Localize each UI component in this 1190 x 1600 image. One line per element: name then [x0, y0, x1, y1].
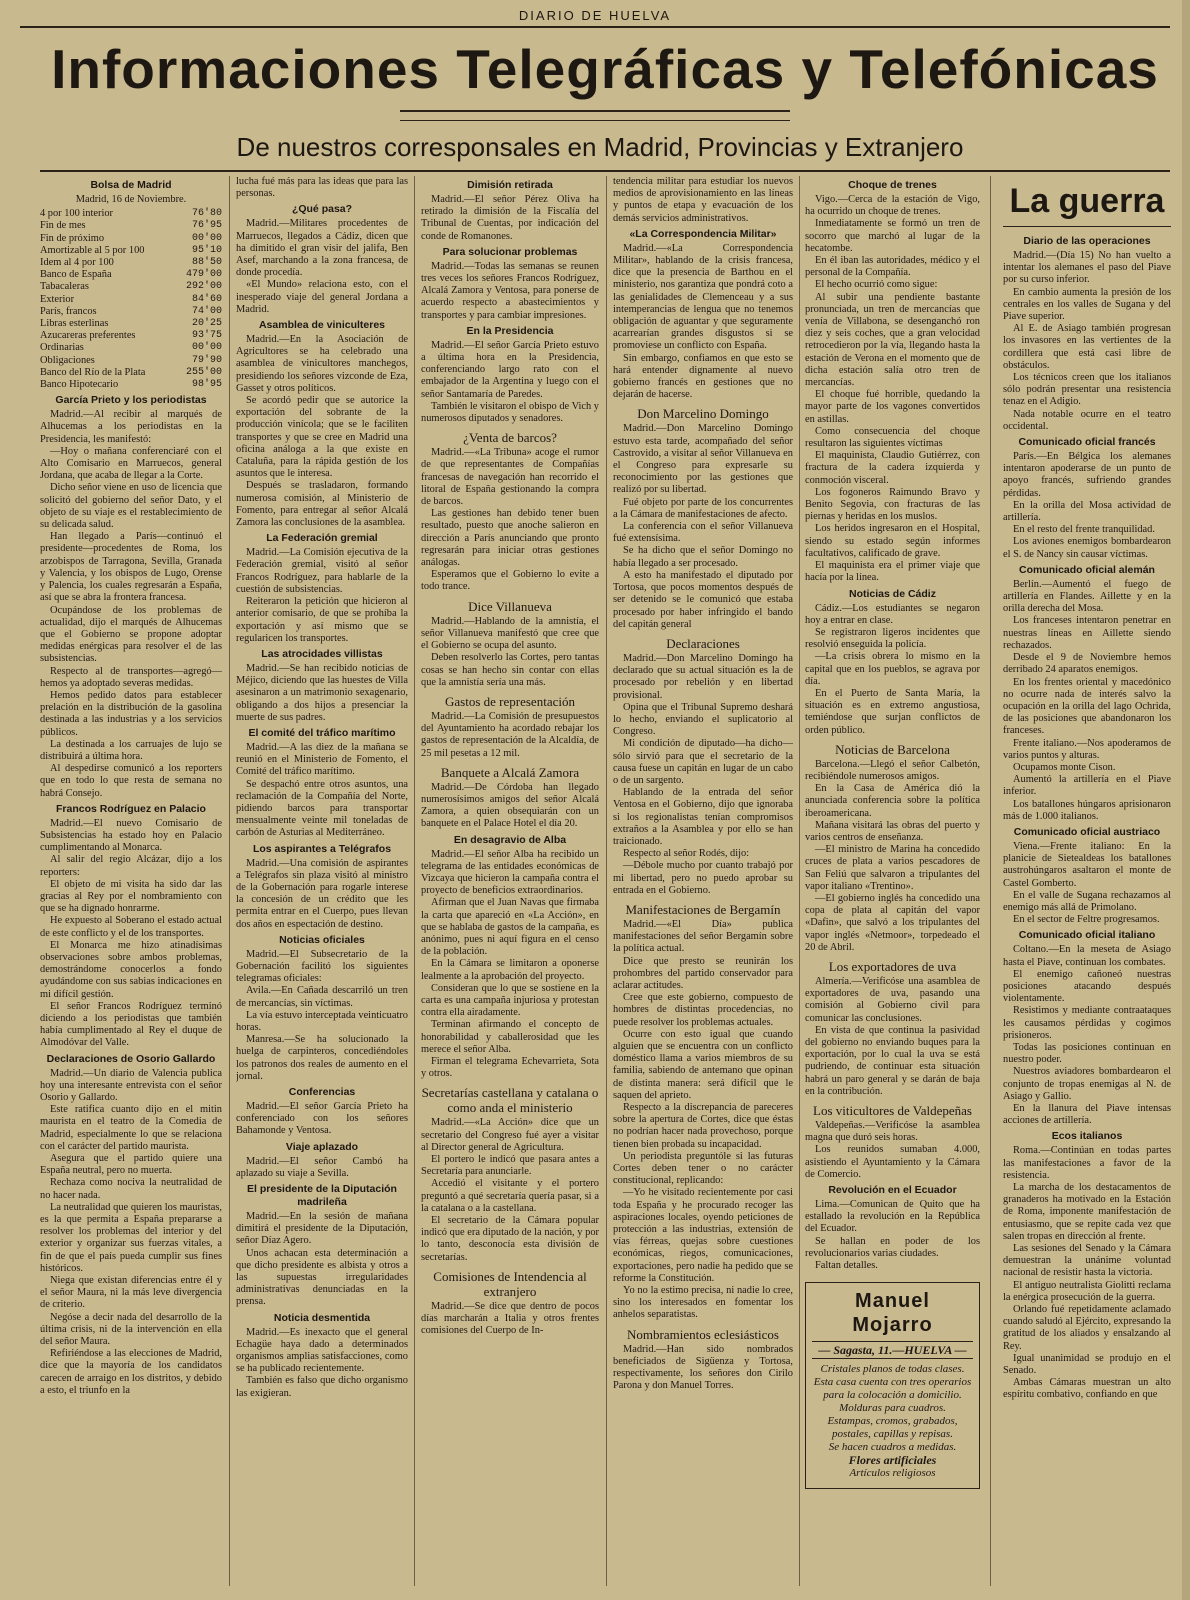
section-heading: Noticias oficiales — [279, 933, 365, 946]
paragraph: Lima.—Comunican de Quito que ha estallado la revolución en la República del Ecuador. — [805, 1199, 980, 1235]
paragraph: Madrid.—«La Correspondencia Militar», hablando de la crisis francesa, dice que la presencia de Barthou en el ministerio, nos garantiza que pondrá coto a las genialidades de Clemenceau y a sus intemperancias de lengua que no tenemos obligación de aguantar y que seguramente acarrearían grandes disgustos si se promoviese un conflicto con España. — [613, 242, 793, 352]
paragraph: Madrid.—Se han recibido noticias de Méjico, diciendo que las huestes de Villa asesinaron a un matrimonio sexagenario, obligando a dos hijos a presenciar la muerte de sus padres. — [236, 662, 408, 723]
paragraph: Los aviones enemigos bombardearon el S. de Nancy sin causar víctimas. — [1003, 536, 1171, 560]
paragraph: Madrid.—El nuevo Comisario de Subsistencias ha estado hoy en Palacio cumplimentando al Monarca. — [40, 817, 222, 854]
paragraph: He expuesto al Soberano el estado actual de este conflicto y el de los transportes. — [40, 915, 222, 939]
paragraph: Los batallones húngaros aprisionaron más de 1.000 italianos. — [1003, 798, 1171, 822]
section-heading: Manifestaciones de Bergamín — [625, 901, 781, 917]
paragraph: Orlando fué repetidamente aclamado cuando saludó al Ejército, expresando la gratitud de los aliados y ensalzando al Rey. — [1003, 1304, 1171, 1352]
paragraph: En el sector de Feltre progresamos. — [1013, 914, 1160, 926]
paragraph: El portero le indicó que pasara antes a Secretaría para anunciarle. — [421, 1154, 599, 1178]
paragraph: Refiriéndose a las elecciones de Madrid, dice que la mayoría de los candidatos carecen de arraigo en los distritos, y debido a esto, el triunfo en la — [40, 1348, 222, 1396]
section-heading: Declaraciones de Osorio Gallardo — [46, 1052, 216, 1065]
paragraph: Terminan afirmando el concepto de honorabilidad y caballerosidad que les merece el señor Alba. — [421, 1019, 599, 1055]
section-heading: Gastos de representación — [445, 693, 575, 709]
paragraph: Dice que presto se reunirán los prohombres del partido conservador para aclarar actitudes. — [613, 955, 793, 991]
paragraph: Al subir una pendiente bastante pronunciada, un tren de mercancías que venía de Villabona, se desenganchó ron diez y seis coches, que a gran velocidad retrocedieron por la vía, llegando hasta la estación de Verona en el momento que de dicha estación salía otro tren de mercancías. — [805, 291, 980, 389]
section-heading: Diario de las operaciones — [1023, 235, 1151, 247]
paragraph: Roma.—Continúan en todas partes las manifestaciones a favor de la resistencia. — [1003, 1145, 1171, 1181]
paragraph: —Yo he visitado recientemente por casi toda España y he procurado recoger las aspiraciones locales, oyendo peticiones de protección a las industrias, extensión de vías férreas, quejas sobre cuestiones económicas, riegos, comunicaciones, exportaciones, pero nadie ha pedido que se reforme la Constitución. — [613, 1187, 793, 1284]
running-head: DIARIO DE HUELVA — [518, 8, 672, 23]
paragraph: Madrid.—El señor García Prieto ha conferenciado con los señores Bahamonde y Ventosa. — [236, 1101, 408, 1137]
paragraph: La destinada a los carruajes de lujo se distribuirá a última hora. — [40, 738, 222, 762]
paragraph: Deben resolverlo las Cortes, pero tantas cosas se han hecho sin contar con ellas que la amnistía sería una más. — [421, 652, 599, 688]
paragraph: Inmediatamente se formó un tren de socorro que marchó al lugar de la hecatombe. — [805, 218, 980, 254]
paragraph: Faltan detalles. — [815, 1260, 878, 1272]
section-heading: Nombramientos eclesiásticos — [627, 1326, 779, 1342]
paragraph: Frente italiano.—Nos apoderamos de varios puntos y alturas. — [1003, 737, 1171, 761]
paragraph: La vía estuvo interceptada veinticuatro horas. — [236, 1009, 408, 1033]
column-divider — [799, 176, 800, 1586]
ad-line: Molduras para cuadros. — [839, 1402, 946, 1415]
paragraph: Ocurre con esto igual que cuando alguien que se encuentra con un conflicto doméstico llama a varios miembros de su familia, sabiendo de antemano que opinan de distinta manera: será difícil que le saquen del aprieto. — [613, 1028, 793, 1101]
section-heading: «La Correspondencia Militar» — [629, 227, 777, 240]
paragraph: Madrid.—Se dice que dentro de pocos días marcharán a Italia y otros frentes comisiones del Cuerpo de In- — [421, 1300, 599, 1337]
section-heading: Francos Rodríguez en Palacio — [56, 802, 206, 815]
paragraph: En los frentes oriental y macedónico no ocurre nada de interés salvo la ocupación en la orilla del lago Ochrida, de las posiciones que abandonaron los franceses. — [1003, 676, 1171, 737]
paragraph: Se ha dicho que el señor Domingo no había llegado a ser procesado. — [613, 545, 793, 569]
paragraph: En el Puerto de Santa María, la situación es en extremo angustiosa, temiéndose que surjan conflictos de orden público. — [805, 687, 980, 736]
paragraph: Unos achacan esta determinación a que dicho presidente es albista y otros a las supuestas irregularidades administrativas denunciadas en la prensa. — [236, 1247, 408, 1308]
quote-row: Banco Hipotecario 98'95 — [40, 379, 222, 391]
paragraph: París.—En Bélgica los alemanes intentaron apoderarse de un punto de apoyo francés, sufriendo grandes pérdidas. — [1003, 451, 1171, 499]
paragraph: Las gestiones han debido tener buen resultado, puesto que anoche salieron en dirección a París anunciando que pronto regresarán para iniciar otras gestiones análogas. — [421, 508, 599, 569]
paragraph: Respecto al señor Rodés, dijo: — [623, 848, 750, 860]
paragraph: Yo no la estimo precisa, ni nadie lo cree, sino los interesados en fomentar los anhelos separatistas. — [613, 1285, 793, 1321]
section-heading: Asamblea de viniculteres — [258, 319, 386, 332]
section-heading: Los exportadores de uva — [828, 958, 957, 974]
paragraph: Los franceses intentaron penetrar en nuestras líneas en Aillette siendo rechazados. — [1003, 615, 1171, 651]
paragraph: Opina que el Tribunal Supremo deshará lo hecho, enviando el suplicatorio al Congreso. — [613, 701, 793, 738]
paragraph: El Monarca me hizo atinadísimas observaciones sobre ambos problemas, demostrándome conocerlos a fondo ayudándome con sus sabias indicaciones en mi difícil gestión. — [40, 939, 222, 1000]
paragraph: Madrid.—Al recibir al marqués de Alhucemas a los periodistas en la Presidencia, les manifestó: — [40, 409, 222, 445]
section-heading: Noticias de Cádiz — [849, 587, 936, 600]
paragraph: Madrid.—Un diario de Valencia publica hoy una interesante entrevista con el señor Osorio y Gallardo. — [40, 1067, 222, 1104]
section-heading: El comité del tráfico marítimo — [248, 726, 396, 739]
column-3 — [421, 176, 599, 1588]
paragraph: Han llegado a París—continuó el presidente—procedentes de Roma, los arzobispos de Tarragona, Sevilla, Granada y Valencia, y los obispos de Lugo, Orense y Palencia, los cuales regresarán a España, así que se abra la frontera francesa. — [40, 531, 222, 604]
paragraph: El secretario de la Cámara popular indicó que era diputado de la nación, y por lo tanto, desconocía esta división de secretarías. — [421, 1215, 599, 1263]
paragraph: Los técnicos creen que los italianos sólo podrán presentar una resistencia tenaz en el Adigio. — [1003, 372, 1171, 408]
paragraph: Cree que este gobierno, compuesto de hombres de distintas procedencias, no puede resolver los problemas actuales. — [613, 992, 793, 1028]
paragraph: —El ministro de Marina ha concedido cruces de plata a varios pescadores de San Feliú que salvaron a tripulantes del vapor italiano «Trentino». — [805, 844, 980, 892]
paragraph: Mañana visitará las obras del puerto y varios centros de enseñanza. — [805, 819, 980, 843]
paragraph: Esperamos que el Gobierno lo evite a todo trance. — [421, 569, 599, 593]
section-heading: Don Marcelino Domingo — [637, 406, 769, 422]
paragraph: La neutralidad que quieren los mauristas, es la que permita a España prepararse a resolver los problemas del interior y del exterior y organizar sus fuerzas vitales, a fin de que el país pueda cumplir sus fines históricos. — [40, 1201, 222, 1274]
paragraph: Barcelona.—Llegó el señor Calbetón, recibiéndole numerosos amigos. — [805, 758, 980, 782]
paragraph: En la Cámara se limitaron a oponerse lealmente a la aprobación del proyecto. — [421, 958, 599, 982]
section-heading: Noticia desmentida — [273, 1311, 371, 1324]
section-heading: Declaraciones — [666, 635, 740, 651]
top-rule — [40, 170, 1170, 172]
column-6 — [1003, 176, 1171, 1588]
paragraph: En el resto del frente tranquilidad. — [1013, 524, 1155, 536]
paragraph: El maquinista era el primer viaje que hacía por la línea. — [805, 560, 980, 584]
paragraph: El antiguo neutralista Giolitti reclama la enérgica prosecución de la guerra. — [1003, 1279, 1171, 1303]
paragraph: Madrid.—Hablando de la amnistía, el señor Villanueva manifestó que cree que el Gobierno se ocupa del asunto. — [421, 615, 599, 652]
quote-row: 4 por 100 interior 76'80 — [40, 208, 222, 220]
column-4 — [613, 176, 793, 1588]
paragraph: El choque fué horrible, quedando la mayor parte de los vagones convertidos en astillas. — [805, 389, 980, 425]
ad-line: Cristales planos de todas clases. — [820, 1363, 965, 1376]
paragraph: Al salir del regio Alcázar, dijo a los reporters: — [40, 854, 222, 878]
paragraph: Madrid.—De Córdoba han llegado numerosísimos amigos del señor Alcalá Zamora, a quien obsequiarán con un banquete en el Palace Hotel el día 20. — [421, 781, 599, 830]
paragraph: Madrid.—La Comisión ejecutiva de la Federación gremial, visitó al señor Francos Rodríguez, para hablarle de la cuestión de subsistencias. — [236, 547, 408, 595]
paragraph: Ocupándose de los problemas de actualidad, dijo el marqués de Alhucemas que el Gobierno se propone adoptar medidas enérgicas para resolver el de las subsistencias. — [40, 604, 222, 665]
section-heading: Comunicado oficial italiano — [1018, 929, 1156, 942]
paragraph: Vigo.—Cerca de la estación de Vigo, ha ocurrido un choque de trenes. — [805, 194, 980, 218]
paragraph: Fué objeto por parte de los concurrentes a la Cámara de manifestaciones de afecto. — [613, 496, 793, 520]
quote-row: Idem al 4 por 100 88'50 — [40, 257, 222, 269]
advertisement — [805, 1282, 980, 1489]
paragraph: Madrid.—El señor Alba ha recibido un telegrama de las entidades económicas de Vizcaya que hicieron la campaña contra el proyecto de beneficios extraordinarios. — [421, 848, 599, 897]
paragraph: Berlín.—Aumentó el fuego de artillería en Flandes. Aillette y en la orilla derecha del Mosa. — [1003, 578, 1171, 615]
paragraph: En cambio aumenta la presión de los centrales en los valles de Sugana y del Piave superior. — [1003, 286, 1171, 323]
section-heading: La Federación gremial — [266, 532, 378, 545]
quote-row: Banco del Río de la Plata 255'00 — [40, 366, 222, 378]
ad-line: Artículos religiosos — [849, 1467, 936, 1480]
paragraph: Madrid.—Han sido nombrados beneficiados de Sigüenza y Tortosa, respectivamente, los señores don Cirilo Parona y don Manuel Torres. — [613, 1343, 793, 1392]
paragraph: Reiteraron la petición que hicieron al anterior comisario, de que se prohíba la exportación y así mismo que se regularicen los transportes. — [236, 596, 408, 644]
paragraph: Madrid.—Una comisión de aspirantes a Telégrafos sin plaza visitó al ministro de la Gobernación para rogarle interese la concesión de un crédito que les permita entrar en el Cuerpo, pues llevan dos años en espectación de destino. — [236, 857, 408, 930]
paragraph: Los fogoneros Raimundo Bravo y Benito Segovia, con fracturas de las piernas y heridas en los muslos. — [805, 486, 980, 523]
paragraph: Se despachó entre otros asuntos, una reclamación de la Compañía del Norte, pidiendo barcos para transportar mensualmente veinte mil toneladas de carbón de Asturias al Mediterráneo. — [236, 778, 408, 839]
paragraph: La conferencia con el señor Villanueva fué extensísima. — [613, 521, 793, 545]
paragraph: Igual unanimidad se produjo en el Senado. — [1003, 1352, 1171, 1377]
column-1 — [40, 176, 222, 1588]
paragraph: Afirman que el Juan Navas que firmaba la carta que apareció en «La Acción», en que se hablaba de gastos de la campaña, es anónimo, pues ni aquí figura en el censo de la población. — [421, 897, 599, 958]
paragraph: Madrid.—Todas las semanas se reunen tres veces los señores Francos Rodríguez, Alcalá Zamora y Ventosa, para ponerse de acuerdo respecto a abastecimientos y transportes y para cambiar impresiones. — [421, 260, 599, 321]
paragraph: En él iban las autoridades, médico y el personal de la Compañía. — [805, 255, 980, 279]
quote-row: Amortizable al 5 por 100 95'10 — [40, 244, 222, 256]
ad-line: Estampas, cromos, grabados, postales, capillas y repisas. — [827, 1415, 958, 1441]
paragraph: Nuestros aviadores bombardearon el conjunto de tropas enemigas al N. de Asiago y Gallio. — [1003, 1066, 1171, 1102]
section-heading: ¿Qué pasa? — [291, 203, 353, 216]
section-heading: Bolsa de Madrid — [90, 179, 172, 191]
section-heading: En la Presidencia — [466, 324, 554, 337]
paragraph: Se registraron ligeros incidentes que resolvió enseguida la policía. — [805, 626, 980, 651]
paragraph: También le visitaron el obispo de Vich y numerosos diputados y senadores. — [421, 400, 599, 425]
paragraph: Este ratifica cuanto dijo en el mitin maurista en el teatro de la Comedia de Madrid, especialmente lo que se relaciona con el carácter del partido maurista. — [40, 1104, 222, 1152]
column-divider — [990, 176, 991, 1586]
ad-line: Esta casa cuenta con tres operarios para la colocación a domicilio. — [813, 1376, 972, 1402]
paragraph: Ambas Cámaras muestran un alto espíritu combativo, confiando en que — [1003, 1377, 1171, 1401]
quote-row: Fin de próximo 00'00 — [40, 232, 222, 244]
paragraph: Al E. de Asiago también progresan los invasores en las vertientes de la cordillera que está casi libre de obstáculos. — [1003, 323, 1171, 371]
paragraph: Consideran que lo que se sostiene en la carta es una campaña injuriosa y protestan contra ella airadamente. — [421, 982, 599, 1019]
paragraph: El maquinista, Claudio Gutiérrez, con fractura de la cadera izquierda y conmoción visceral. — [805, 450, 980, 486]
paragraph: Manresa.—Se ha solucionado la huelga de carpinteros, concediéndoles los patronos dos reales de aumento en el jornal. — [236, 1034, 408, 1082]
section-heading: Los aspirantes a Telégrafos — [252, 842, 392, 855]
masthead: Informaciones Telegráficas y Telefónicas — [51, 38, 1159, 100]
paragraph: Las sesiones del Senado y la Cámara demuestran la unánime voluntad nacional de resistir hasta la victoria. — [1003, 1243, 1171, 1279]
quote-row: París, francos 74'00 — [40, 305, 222, 317]
paragraph: Resistimos y mediante contraataques les causamos pérdidas y cogimos prisioneros. — [1003, 1005, 1171, 1041]
paragraph: Madrid.—Don Marcelino Domingo ha declarado que su actual situación es la de procesado por rebelión y en libertad provisional. — [613, 652, 793, 701]
section-heading: Comunicado oficial alemán — [1019, 563, 1155, 576]
paragraph: tendencia militar para estudiar los nuevos medios de aprovisionamiento en las líneas y puntos de etapa y evacuación de los demás servicios administrativos. — [613, 176, 793, 224]
paragraph: También es falso que dicho organismo las exigieran. — [236, 1375, 408, 1399]
column-5 — [805, 176, 980, 1588]
section-heading: Choque de trenes — [848, 179, 937, 191]
paragraph: Rechaza como nociva la neutralidad de no hacer nada. — [40, 1177, 222, 1201]
paragraph: Niega que existan diferencias entre él y el señor Maura, ni la más leve divergencia de criterio. — [40, 1275, 222, 1311]
paragraph: Al despedirse comunicó a los reporters que en todo lo que resta de semana no habrá Consejo. — [40, 763, 222, 799]
paragraph: Hemos pedido datos para establecer prelación en la distribución de la gasolina destinada a las industrias y a los servicios públicos. — [40, 689, 222, 738]
bolsa-date: Madrid, 16 de Noviembre. — [75, 194, 187, 205]
war-section-title: La guerra — [1003, 180, 1171, 227]
paragraph: Negóse a decir nada del desarrollo de la última crisis, ni de la intervención en ella del señor Maura. — [40, 1311, 222, 1348]
section-heading: Comisiones de Intendencia al extranjero — [433, 1268, 587, 1299]
paragraph: Madrid.—En la sesión de mañana dimitirá el presidente de la Diputación, señor Díaz Agero. — [236, 1211, 408, 1247]
paragraph: Madrid.—A las diez de la mañana se reunió en el Ministerio de Fomento, el Comité del tráfico marítimo. — [236, 741, 408, 778]
paragraph: lucha fué más para las ideas que para las personas. — [236, 176, 408, 200]
paragraph: Almería.—Verificóse una asamblea de exportadores de uva, pasando una comisión al Gobierno civil para comunicar las conclusiones. — [805, 975, 980, 1024]
quote-row: Exterior 84'60 — [40, 293, 222, 305]
section-heading: Comunicado oficial austriaco — [1013, 825, 1161, 838]
column-divider — [606, 176, 607, 1586]
quote-row: Ordinarias 00'00 — [40, 342, 222, 354]
paragraph: Madrid.—En la Asociación de Agricultores se ha celebrado una asamblea de vinicultores manchegos, presidiendo los señores vizconde de Eza, Gasset y otros políticos. — [236, 334, 408, 394]
subtitle: De nuestros corresponsales en Madrid, Provincias y Extranjero — [236, 132, 964, 162]
quote-row: Azucareras preferentes 93'75 — [40, 330, 222, 342]
paragraph: En el valle de Sugana rechazamos al enemigo más allá de Primolano. — [1003, 889, 1171, 913]
paragraph: Madrid.—«La Acción» dice que un secretario del Congreso fué ayer a visitar al Director general de Agricultura. — [421, 1117, 599, 1153]
column-2 — [236, 176, 408, 1588]
section-heading: Banquete a Alcalá Zamora — [440, 764, 580, 780]
ad-line: Se hacen cuadros a medidas. — [828, 1441, 957, 1454]
paragraph: Madrid.—El Subsecretario de la Gobernación facilitó los siguientes telegramas oficiales: — [236, 948, 408, 985]
paragraph: Coltano.—En la meseta de Asiago hasta el Piave, continuan los combates. — [1003, 944, 1171, 968]
section-heading: Noticias de Barcelona — [835, 741, 950, 757]
quote-row: Obligaciones 79'90 — [40, 354, 222, 366]
paragraph: En la Casa de América dió la anunciada conferencia sobre la política iberoamericana. — [805, 783, 980, 819]
section-heading: Viaje aplazado — [285, 1140, 359, 1153]
paragraph: Madrid.—Militares procedentes de Marruecos, llegados a Cádiz, dicen que ha dimitido el gran visir del jalifa, Ben Asef, marchando a la zona francesa, de donde procedía. — [236, 218, 408, 279]
paragraph: Madrid.—«La Tribuna» acoge el rumor de que representantes de Compañías francesas de navegación han recorrido el litoral de España gestionando la compra de barcos. — [421, 447, 599, 508]
page-edge — [1182, 0, 1190, 1600]
section-heading: Ecos italianos — [1051, 1130, 1123, 1143]
paragraph: —Hoy o mañana conferenciaré con el Alto Comisario en Marruecos, general Jordana, que acaba de llegar a la Corte. — [40, 445, 222, 482]
ornament-rule — [400, 110, 790, 121]
column-divider — [229, 176, 230, 1586]
paragraph: Respecto al de transportes—agregó—hemos ya adoptado severas medidas. — [40, 665, 222, 689]
paragraph: Madrid.—El señor Pérez Oliva ha retirado la dimisión de la Fiscalía del Tribunal de Cuentas, por indicación del conde de Romanones. — [421, 194, 599, 242]
paragraph: Desde el 9 de Noviembre hemos derribado 24 aparatos enemigos. — [1003, 652, 1171, 676]
quote-row: Tabacaleras 292'00 — [40, 281, 222, 293]
paragraph: «El Mundo» relaciona esto, con el inesperado viaje del general Jordana a Madrid. — [236, 279, 408, 315]
paragraph: —La crisis obrera lo mismo en la capital que en los pueblos, se agrava por día. — [805, 651, 980, 687]
paragraph: Madrid.—(Día 15) No han vuelto a intentar los alemanes el paso del Piave por su curso inferior. — [1003, 250, 1171, 286]
ad-line: Flores artificiales — [848, 1453, 937, 1468]
paragraph: Avila.—En Cañada descarriló un tren de mercancías, sin víctimas. — [236, 985, 408, 1009]
paragraph: Madrid.—La Comisión de presupuestos del Ayuntamiento ha acordado rebajar los gastos de representación de la Alcaldía, de 25 mil pesetas a 12 mil. — [421, 710, 599, 759]
paragraph: Accedió el visitante y el portero preguntó a qué secretaría quería pasar, si a la catalana o a la castellana. — [421, 1178, 599, 1214]
paragraph: Se hallan en poder de los revolucionarios varias ciudades. — [805, 1235, 980, 1259]
paragraph: El objeto de mi visita ha sido dar las gracias al Rey por el nombramiento con que se ha dignado honrarme. — [40, 878, 222, 915]
paragraph: Madrid.—Don Marcelino Domingo estuvo esta tarde, acompañado del señor Castrovido, a visitar al señor Villanueva en el Congreso para expresarle su reconocimiento por las gestiones que realizó por su libertad. — [613, 423, 793, 496]
paragraph: En vista de que continua la pasividad del gobierno no enviando buques para la exportación, por lo cual la uva se está pudriendo, de continuar esta situación habrá un paro general y se darán de baja en la contribución. — [805, 1024, 980, 1097]
paragraph: Nada notable ocurre en el teatro occidental. — [1003, 408, 1171, 432]
ad-address: — Sagasta, 11.—HUELVA — — [812, 1341, 973, 1359]
paragraph: —El gobierno inglés ha concedido una copa de plata al capitán del vapor «Dafin», que salvó a los tripulantes del vapor inglés «Netmoor», torpedeado el 20 de Abril. — [805, 892, 980, 953]
section-heading: Para solucionar problemas — [442, 245, 578, 258]
paragraph: Sin embargo, confiamos en que esto se hará entender dignamente al nuevo gobierno francés en gestiones que no dejarán de hacerse. — [613, 352, 793, 401]
section-heading: El presidente de la Diputación madrileña — [247, 1183, 397, 1209]
paragraph: En la llanura del Piave intensas acciones de artillería. — [1003, 1103, 1171, 1127]
quote-row: Fin de mes 76'95 — [40, 220, 222, 232]
ad-name: Manuel Mojarro — [852, 1290, 933, 1337]
paragraph: El enemigo cañoneó nuestras posiciones atacando después violentamente. — [1003, 968, 1171, 1005]
paragraph: Asegura que el partido quiere una España neutral, pero no muerta. — [40, 1153, 222, 1177]
paragraph: El señor Francos Rodríguez terminó diciendo a los periodistas que también había cumplimentado al Rey el duque de Almodóvar del Valle. — [40, 1000, 222, 1049]
paragraph: Un periodista preguntóle si las futuras Cortes deben tener o no carácter constitucional, replicando: — [613, 1150, 793, 1187]
paragraph: Madrid.—Es inexacto que el general Echagüe haya dado a determinados organismos amplias satisfacciones, como se ha publicado recientemente. — [236, 1326, 408, 1375]
section-heading: Secretarías castellana y catalana o como anda el ministerio — [421, 1085, 599, 1116]
paragraph: Mi condición de diputado—ha dicho—sólo sirvió para que el secretario de la causa fuese un capitán en lugar de un cabo o de un sargento. — [613, 738, 793, 786]
paragraph: Madrid.—El señor Cambó ha aplazado su viaje a Sevilla. — [236, 1155, 408, 1179]
paragraph: Se acordó pedir que se autorice la exportación del sobrante de la producción vinícola; que se le faciliten transportes y que se cree en Madrid una oficina análoga a la que existe en Cataluña, para la rápida gestión de los asuntos que le interesa. — [236, 395, 408, 480]
section-heading: García Prieto y los periodistas — [55, 394, 207, 407]
section-heading: Revolución en el Ecuador — [828, 1184, 957, 1197]
paragraph: Hablando de la entrada del señor Ventosa en el Gobierno, dijo que ignoraba si los regionalistas tenían compromisos extraños a la Asamblea y por ello se han traicionado. — [613, 787, 793, 847]
paragraph: Respecto a la discrepancia de pareceres sobre la apertura de Cortes, dice que éstas no podrían hacer nada provechoso, porque tienen bien probada su incapacidad. — [613, 1102, 793, 1150]
paragraph: Dicho señor viene en uso de licencia que solicitó del gobierno del señor Dato, y el objeto de su viaje es el restablecimiento de su delicada salud. — [40, 482, 222, 531]
paragraph: Valdepeñas.—Verificóse la asamblea magna que duró seis horas. — [805, 1120, 980, 1144]
paragraph: El hecho ocurrió como sigue: — [815, 279, 938, 291]
paragraph: Viena.—Frente italiano: En la planicie de Sietealdeas los batallones austrohúngaros asaltaron el monte de Castel Gomberto. — [1003, 840, 1171, 889]
paragraph: Ocupamos monte Cison. — [1013, 761, 1116, 773]
paragraph: Madrid.—El señor García Prieto estuvo a última hora en la Presidencia, conferenciando largo rato con el embajador de la Argentina y luego con el señor Santamaría de Paredes. — [421, 339, 599, 400]
section-heading: Comunicado oficial francés — [1018, 436, 1156, 449]
section-heading: Los viticultores de Valdepeñas — [813, 1103, 972, 1119]
section-heading: En desagravio de Alba — [453, 833, 567, 846]
paragraph: A esto ha manifestado el diputado por Tortosa, que pocos momentos después de ser detenido se le comunicó que estaba procesado por haber infringido el bando del capitán general — [613, 569, 793, 630]
paragraph: Madrid.—«El Día» publica manifestaciones del señor Bergamín sobre la política actual. — [613, 918, 793, 955]
section-heading: Dimisión retirada — [467, 179, 553, 191]
quote-row: Libras esterlinas 20'25 — [40, 318, 222, 330]
column-divider — [414, 176, 415, 1586]
section-heading: Dice Villanueva — [468, 598, 552, 614]
paragraph: Los heridos ingresaron en el Hospital, siendo su estado según informes facultativos, calificado de grave. — [805, 523, 980, 559]
section-heading: Conferencias — [288, 1086, 356, 1098]
paragraph: Después se trasladaron, formando numerosa comisión, al Ministerio de Fomento, para entregar al señor Alcalá Zamora las conclusiones de la asamblea. — [236, 480, 408, 529]
section-heading: ¿Venta de barcos? — [463, 430, 557, 446]
paragraph: La marcha de los destacamentos de granaderos ha motivado en la Estación de Roma, imponente manifestación de entusiasmo, que se repite cada vez que salen tropas en dirección al frente. — [1003, 1182, 1171, 1242]
paragraph: Como consecuencia del choque resultaron las siguientes víctimas — [805, 425, 980, 450]
paragraph: En la orilla del Mosa actividad de artillería. — [1003, 499, 1171, 524]
paragraph: Firman el telegrama Echevarrieta, Sota y otros. — [421, 1055, 599, 1080]
paragraph: Aumentó la artillería en el Piave inferior. — [1003, 774, 1171, 798]
section-heading: Las atrocidades villistas — [261, 647, 383, 660]
paragraph: Cádiz.—Los estudiantes se negaron hoy a entrar en clase. — [805, 602, 980, 626]
paragraph: —Débole mucho por cuanto trabajó por mi libertad, pero no puedo aprobar su entrada en el Gobierno. — [613, 860, 793, 896]
stock-quotes-table — [40, 208, 222, 391]
paragraph: Los reunidos sumaban 4.000, asistiendo el Ayuntamiento y la Cámara de Comercio. — [805, 1144, 980, 1180]
quote-row: Banco de España 479'00 — [40, 269, 222, 281]
paragraph: Todas las posiciones continuan en nuestro poder. — [1003, 1041, 1171, 1066]
running-head-rule — [20, 26, 1170, 28]
